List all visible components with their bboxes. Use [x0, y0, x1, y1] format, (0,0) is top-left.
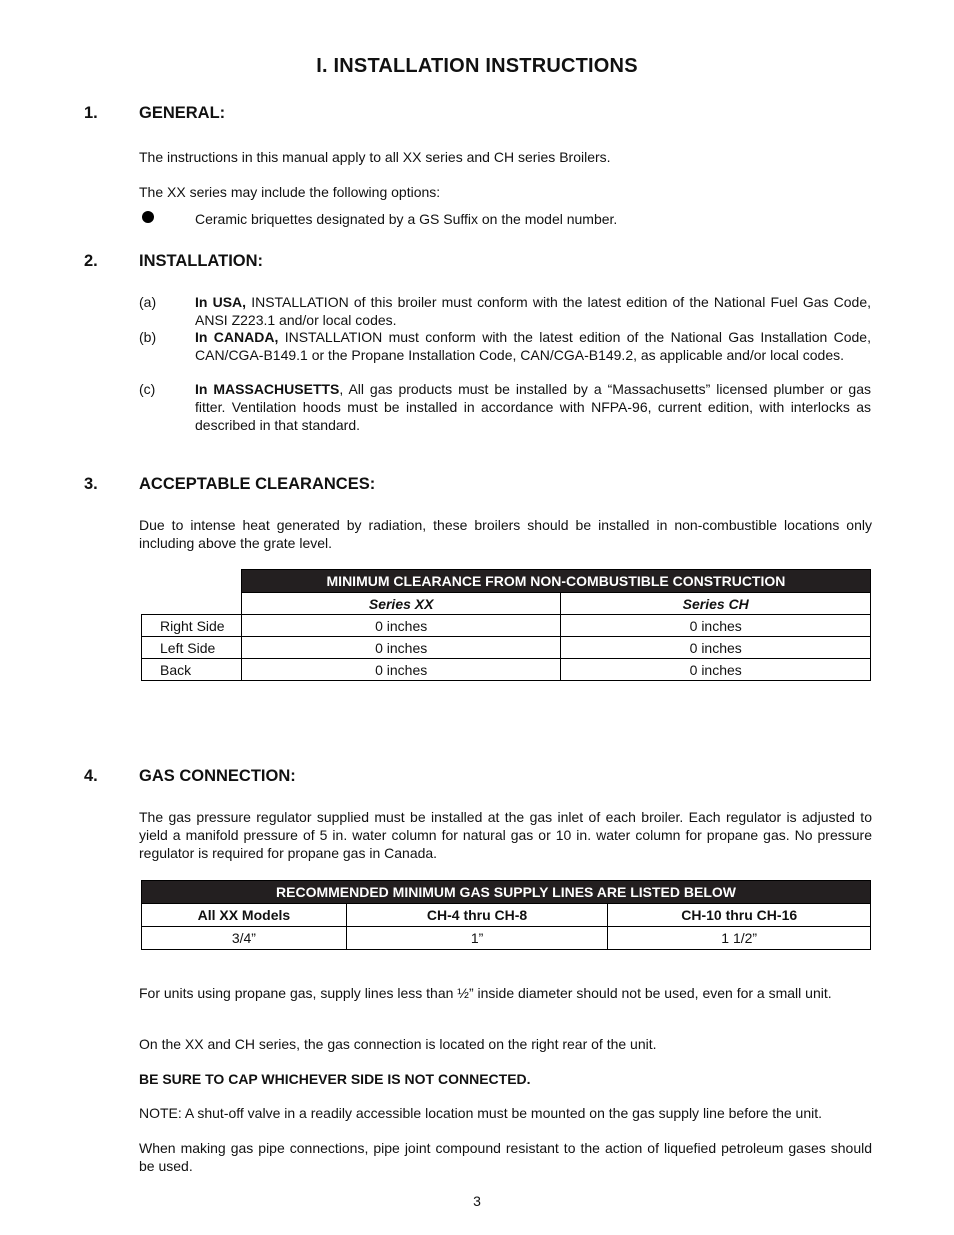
cell-value: 1 1/2”: [608, 927, 871, 950]
clearance-table: [141, 569, 871, 681]
cell-value: 0 inches: [561, 615, 871, 637]
section-4-heading: GAS CONNECTION:: [139, 767, 296, 785]
item-b-label: (b): [139, 329, 157, 345]
cell-value: 0 inches: [561, 659, 871, 681]
clearance-table-header: MINIMUM CLEARANCE FROM NON-COMBUSTIBLE CONSTRUCTION: [241, 570, 870, 593]
cell-value: 0 inches: [241, 615, 561, 637]
cell-value: 0 inches: [241, 659, 561, 681]
section-2-heading: INSTALLATION:: [139, 252, 264, 270]
cell-value: 0 inches: [241, 637, 561, 659]
table-row: [142, 637, 871, 659]
gas-paragraph-2: For units using propane gas, supply lines less than ½” inside diameter should not be used, even for a small unit.: [139, 985, 832, 1001]
column-header-series-ch: Series CH: [561, 593, 871, 615]
section-2-number: 2.: [84, 252, 98, 270]
item-b-text: [195, 328, 871, 364]
shutoff-note: NOTE: A shut-off valve in a readily accessible location must be mounted on the gas supply line before the unit.: [139, 1105, 823, 1121]
item-b-lead: In CANADA,: [195, 329, 279, 345]
section-1-number: 1.: [84, 104, 98, 122]
row-label: Back: [142, 659, 242, 681]
bullet-icon: [142, 211, 154, 223]
item-c-text: [195, 380, 871, 434]
section-4-number: 4.: [84, 767, 98, 785]
item-b-body: INSTALLATION must conform with the latest edition of the National Gas Installation Code, CAN/CGA-B149.1 or the Propane Installation Code, CAN/CGA-B149.2, as applicable and/or local codes.: [195, 329, 871, 363]
item-a-label: (a): [139, 294, 157, 310]
gas-paragraph-3: On the XX and CH series, the gas connection is located on the right rear of the unit.: [139, 1036, 657, 1052]
clearances-paragraph: Due to intense heat generated by radiation, these broilers should be installed in non-combustible locations only including above the grate level.: [139, 517, 872, 551]
table-corner: [142, 570, 242, 593]
section-3-number: 3.: [84, 475, 98, 493]
cap-warning: BE SURE TO CAP WHICHEVER SIDE IS NOT CONNECTED.: [139, 1071, 531, 1087]
table-corner: [142, 593, 242, 615]
row-label: Right Side: [142, 615, 242, 637]
column-header-all-xx: All XX Models: [142, 904, 347, 927]
cell-value: 3/4”: [142, 927, 347, 950]
general-paragraph-2: The XX series may include the following options:: [139, 184, 441, 200]
item-a-lead: In USA,: [195, 294, 247, 310]
page-number: 3: [473, 1193, 481, 1209]
column-header-ch-4-8: CH-4 thru CH-8: [346, 904, 608, 927]
cell-value: 0 inches: [561, 637, 871, 659]
table-row: [142, 659, 871, 681]
cell-value: 1”: [346, 927, 608, 950]
page-title: I. INSTALLATION INSTRUCTIONS: [316, 55, 638, 77]
general-paragraph-1: The instructions in this manual apply to all XX series and CH series Broilers.: [139, 149, 611, 165]
item-a-body: INSTALLATION of this broiler must conform with the latest edition of the National Fuel Gas Code, ANSI Z223.1 and/or local codes.: [195, 294, 872, 328]
item-c-body: , All gas products must be installed by a “Massachusetts” licensed plumber or gas fitter. Ventilation hoods must be installed in accordance with NFPA-96, current edition, with interlocks as described in that standard.: [195, 381, 871, 433]
section-3-heading: ACCEPTABLE CLEARANCES:: [139, 475, 376, 493]
general-bullet-text: Ceramic briquettes designated by a GS Suffix on the model number.: [195, 211, 618, 227]
gas-paragraph-6: When making gas pipe connections, pipe joint compound resistant to the action of liquefied petroleum gases should be used.: [139, 1140, 872, 1174]
item-c-lead: In MASSACHUSETTS: [195, 381, 340, 397]
gas-table-header: RECOMMENDED MINIMUM GAS SUPPLY LINES ARE LISTED BELOW: [142, 881, 871, 904]
table-row: [142, 615, 871, 637]
gas-supply-table: [141, 880, 871, 950]
section-1-heading: GENERAL:: [139, 104, 226, 122]
column-header-ch-10-16: CH-10 thru CH-16: [608, 904, 871, 927]
table-row: [142, 927, 871, 950]
item-c-label: (c): [139, 381, 156, 397]
gas-paragraph-1: The gas pressure regulator supplied must be installed at the gas inlet of each broiler. Each regulator is adjusted to yield a manifold pressure of 5 in. water column for natural gas or 10 in. water column for propane gas. No pressure regulator is required for propane gas in Canada.: [139, 809, 872, 861]
row-label: Left Side: [142, 637, 242, 659]
item-a-text: [195, 293, 871, 329]
column-header-series-xx: Series XX: [241, 593, 561, 615]
